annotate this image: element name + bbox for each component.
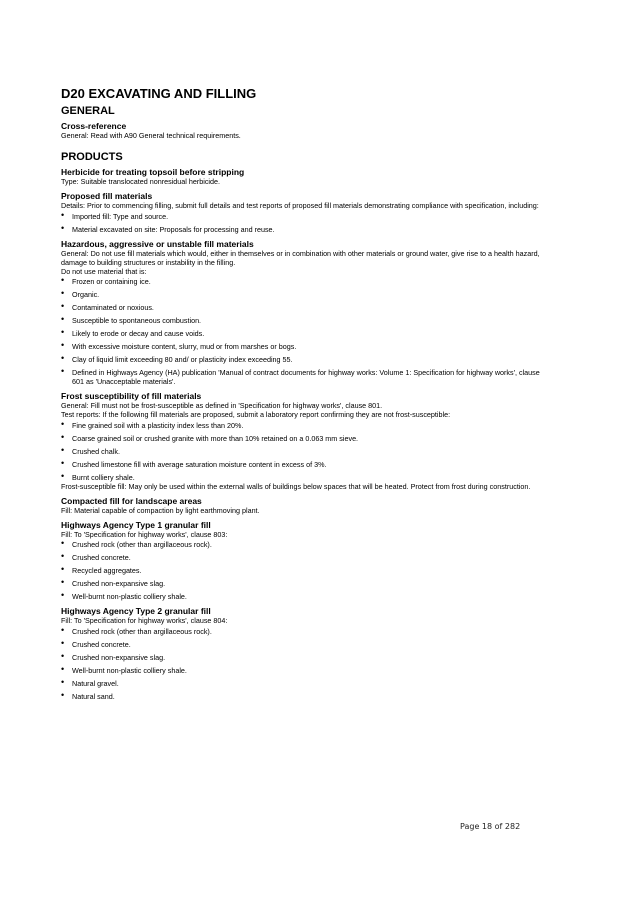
list-item: • Crushed non-expansive slag. bbox=[61, 653, 551, 662]
list-item: • Organic. bbox=[61, 290, 551, 299]
list-item: • Recycled aggregates. bbox=[61, 566, 551, 575]
list-item: • Burnt colliery shale. bbox=[61, 473, 551, 482]
list-item: • Crushed chalk. bbox=[61, 447, 551, 456]
compacted-fill-clause bbox=[61, 496, 551, 515]
list-item: • Likely to erode or decay and cause voids. bbox=[61, 329, 551, 338]
clause-text: Fill: To 'Specification for highway works', clause 803: bbox=[61, 529, 228, 539]
cross-reference-clause bbox=[61, 121, 551, 140]
list-item: • Imported fill: Type and source. bbox=[61, 212, 551, 221]
bullet-list bbox=[61, 277, 551, 386]
list-item: • Well-burnt non-plastic colliery shale. bbox=[61, 666, 551, 675]
list-item: • Crushed limestone fill with average saturation moisture content in excess of 3%. bbox=[61, 460, 551, 469]
section-title: D20 EXCAVATING AND FILLING bbox=[61, 86, 257, 101]
list-item: • Susceptible to spontaneous combustion. bbox=[61, 316, 551, 325]
list-item: • Material excavated on site: Proposals for processing and reuse. bbox=[61, 225, 551, 234]
clause-text: General: Do not use fill materials which would, either in themselves or in combination with other materials or ground water, give rise to a health hazard, damage to building structures or instability in the filling. bbox=[61, 248, 540, 267]
list-item: • With excessive moisture content, slurry, mud or from marshes or bogs. bbox=[61, 342, 551, 351]
list-item: • Crushed concrete. bbox=[61, 553, 551, 562]
clause-heading: Herbicide for treating topsoil before stripping bbox=[61, 167, 245, 177]
products-heading: PRODUCTS bbox=[61, 151, 123, 163]
list-item: • Crushed non-expansive slag. bbox=[61, 579, 551, 588]
list-item: • Natural sand. bbox=[61, 692, 551, 701]
hazardous-fill-clause bbox=[61, 239, 551, 387]
general-heading: GENERAL bbox=[61, 105, 115, 117]
list-item: • Coarse grained soil or crushed granite with more than 10% retained on a 0.063 mm sieve. bbox=[61, 434, 551, 443]
clause-text: Fill: Material capable of compaction by light earthmoving plant. bbox=[61, 505, 260, 515]
clause-text: Frost-susceptible fill: May only be used within the external walls of buildings below spaces that will be heated. Protect from frost during construction. bbox=[61, 481, 531, 491]
list-item: • Frozen or containing ice. bbox=[61, 277, 551, 286]
clause-heading: Compacted fill for landscape areas bbox=[61, 495, 202, 506]
bullet-list bbox=[61, 627, 551, 701]
bullet-list bbox=[61, 540, 551, 601]
page-content bbox=[61, 86, 551, 706]
list-item: • Natural gravel. bbox=[61, 679, 551, 688]
clause-text: Test reports: If the following fill materials are proposed, submit a laboratory report confirming they are not frost-susceptible: bbox=[61, 410, 451, 419]
clause-text: Do not use material that is: bbox=[61, 266, 147, 276]
list-item: • Defined in Highways Agency (HA) publication 'Manual of contract documents for highway works: Volume 1: Specification for highway works', clause 601 as 'Unacceptable materials'. bbox=[61, 368, 551, 386]
bullet-list bbox=[61, 212, 551, 234]
proposed-fill-clause bbox=[61, 191, 551, 234]
list-item: • Crushed rock (other than argillaceous rock). bbox=[61, 627, 551, 636]
type1-fill-clause bbox=[61, 520, 551, 602]
list-item: • Well-burnt non-plastic colliery shale. bbox=[61, 592, 551, 601]
clause-text: Details: Prior to commencing filling, submit full details and test reports of proposed fill materials demonstrating compliance with specification, including: bbox=[61, 201, 539, 210]
list-item: • Clay of liquid limit exceeding 80 and/ or plasticity index exceeding 55. bbox=[61, 355, 551, 364]
clause-text: Fill: To 'Specification for highway works', clause 804: bbox=[61, 616, 228, 625]
list-item: • Crushed concrete. bbox=[61, 640, 551, 649]
frost-susceptibility-clause bbox=[61, 391, 551, 491]
list-item: • Fine grained soil with a plasticity index less than 20%. bbox=[61, 421, 551, 430]
clause-text: Type: Suitable translocated nonresidual herbicide. bbox=[61, 177, 221, 186]
clause-heading: Highways Agency Type 2 granular fill bbox=[61, 606, 211, 616]
clause-heading: Hazardous, aggressive or unstable fill materials bbox=[61, 238, 254, 249]
type2-fill-clause bbox=[61, 606, 551, 701]
page-number: Page 18 of 282 bbox=[460, 822, 521, 831]
bullet-list bbox=[61, 421, 551, 482]
clause-heading: Frost susceptibility of fill materials bbox=[61, 391, 202, 401]
clause-heading: Proposed fill materials bbox=[61, 191, 153, 201]
list-item: • Crushed rock (other than argillaceous rock). bbox=[61, 540, 551, 549]
clause-text: General: Read with A90 General technical requirements. bbox=[61, 131, 241, 140]
list-item: • Contaminated or noxious. bbox=[61, 303, 551, 312]
herbicide-clause bbox=[61, 167, 551, 186]
clause-text: General: Fill must not be frost-susceptible as defined in 'Specification for highway works', clause 801. bbox=[61, 401, 383, 410]
clause-heading: Cross-reference bbox=[61, 121, 127, 131]
clause-heading: Highways Agency Type 1 granular fill bbox=[61, 519, 211, 530]
